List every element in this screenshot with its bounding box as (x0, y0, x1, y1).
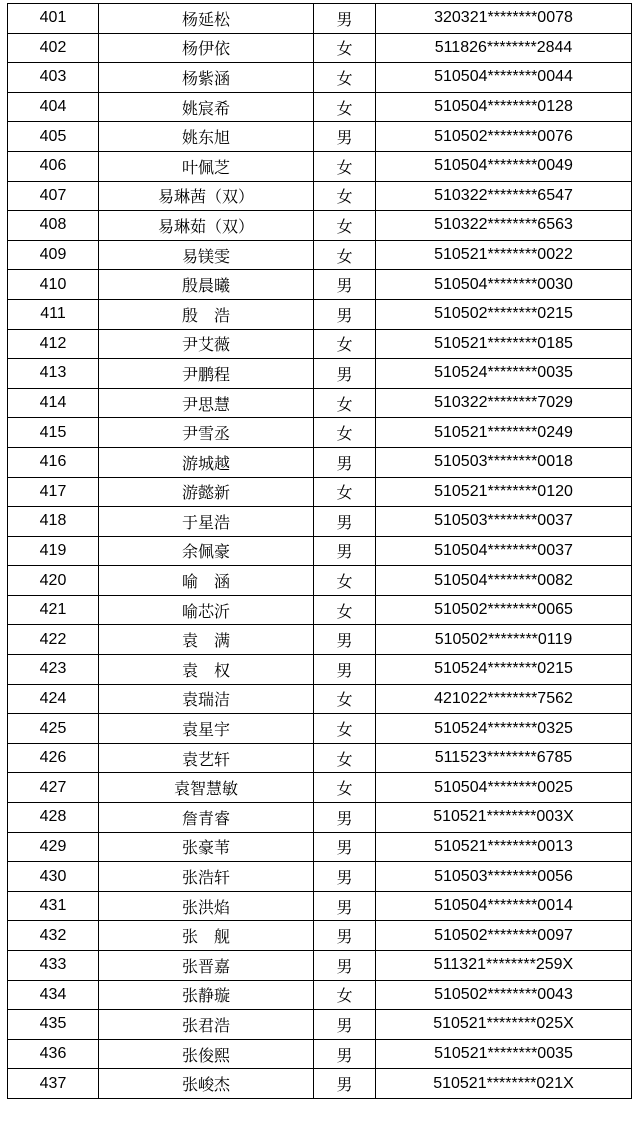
gender-cell: 男 (314, 447, 376, 477)
id-number-cell: 510524********0215 (376, 655, 632, 685)
serial-number-cell: 430 (8, 862, 99, 892)
id-number-cell: 510524********0325 (376, 714, 632, 744)
id-number-cell: 421022********7562 (376, 684, 632, 714)
table-row (8, 536, 632, 566)
serial-number-cell: 424 (8, 684, 99, 714)
table-row (8, 299, 632, 329)
table-row (8, 832, 632, 862)
id-number-cell: 510524********0035 (376, 359, 632, 389)
serial-number-cell: 410 (8, 270, 99, 300)
serial-number-cell: 435 (8, 1010, 99, 1040)
gender-cell: 男 (314, 832, 376, 862)
table-row (8, 329, 632, 359)
student-name-cell: 詹青睿 (99, 803, 314, 833)
serial-number-cell: 416 (8, 447, 99, 477)
id-number-cell: 510502********0076 (376, 122, 632, 152)
table-row (8, 595, 632, 625)
serial-number-cell: 431 (8, 891, 99, 921)
student-name-cell: 张洪焰 (99, 891, 314, 921)
table-row (8, 714, 632, 744)
gender-cell: 男 (314, 625, 376, 655)
id-number-cell: 510503********0037 (376, 507, 632, 537)
serial-number-cell: 434 (8, 980, 99, 1010)
id-number-cell: 510502********0043 (376, 980, 632, 1010)
id-number-cell: 510504********0128 (376, 92, 632, 122)
table-row (8, 122, 632, 152)
gender-cell: 男 (314, 359, 376, 389)
student-name-cell: 张浩轩 (99, 862, 314, 892)
serial-number-cell: 401 (8, 4, 99, 34)
student-name-cell: 张俊熙 (99, 1039, 314, 1069)
student-name-cell: 张豪苇 (99, 832, 314, 862)
serial-number-cell: 428 (8, 803, 99, 833)
student-name-cell: 于星浩 (99, 507, 314, 537)
serial-number-cell: 437 (8, 1069, 99, 1099)
table-row (8, 951, 632, 981)
id-number-cell: 511321********259X (376, 951, 632, 981)
student-name-cell: 袁 满 (99, 625, 314, 655)
table-row (8, 921, 632, 951)
student-name-cell: 杨伊依 (99, 33, 314, 63)
student-name-cell: 游城越 (99, 447, 314, 477)
gender-cell: 女 (314, 684, 376, 714)
table-row (8, 655, 632, 685)
student-name-cell: 叶佩芝 (99, 151, 314, 181)
serial-number-cell: 421 (8, 595, 99, 625)
gender-cell: 男 (314, 1010, 376, 1040)
id-number-cell: 511523********6785 (376, 743, 632, 773)
gender-cell: 女 (314, 595, 376, 625)
student-name-cell: 袁艺轩 (99, 743, 314, 773)
gender-cell: 女 (314, 743, 376, 773)
table-row (8, 625, 632, 655)
roster-sheet (7, 3, 631, 1099)
table-row (8, 891, 632, 921)
student-name-cell: 余佩豪 (99, 536, 314, 566)
gender-cell: 女 (314, 418, 376, 448)
serial-number-cell: 408 (8, 211, 99, 241)
id-number-cell: 510521********021X (376, 1069, 632, 1099)
student-name-cell: 易琳茜（双） (99, 181, 314, 211)
id-number-cell: 510521********0013 (376, 832, 632, 862)
id-number-cell: 511826********2844 (376, 33, 632, 63)
student-name-cell: 易镁雯 (99, 240, 314, 270)
id-number-cell: 510503********0056 (376, 862, 632, 892)
gender-cell: 女 (314, 714, 376, 744)
gender-cell: 男 (314, 299, 376, 329)
id-number-cell: 510322********6547 (376, 181, 632, 211)
student-name-cell: 殷晨曦 (99, 270, 314, 300)
serial-number-cell: 418 (8, 507, 99, 537)
serial-number-cell: 425 (8, 714, 99, 744)
serial-number-cell: 402 (8, 33, 99, 63)
id-number-cell: 510521********0035 (376, 1039, 632, 1069)
table-row (8, 33, 632, 63)
gender-cell: 男 (314, 1039, 376, 1069)
student-name-cell: 喻芯沂 (99, 595, 314, 625)
table-row (8, 4, 632, 34)
gender-cell: 男 (314, 803, 376, 833)
student-name-cell: 殷 浩 (99, 299, 314, 329)
table-row (8, 151, 632, 181)
id-number-cell: 510504********0014 (376, 891, 632, 921)
serial-number-cell: 413 (8, 359, 99, 389)
gender-cell: 女 (314, 388, 376, 418)
serial-number-cell: 403 (8, 63, 99, 93)
id-number-cell: 510502********0065 (376, 595, 632, 625)
serial-number-cell: 427 (8, 773, 99, 803)
serial-number-cell: 429 (8, 832, 99, 862)
gender-cell: 男 (314, 4, 376, 34)
student-name-cell: 张晋嘉 (99, 951, 314, 981)
student-name-cell: 喻 涵 (99, 566, 314, 596)
serial-number-cell: 406 (8, 151, 99, 181)
student-name-cell: 姚宸希 (99, 92, 314, 122)
gender-cell: 男 (314, 951, 376, 981)
id-number-cell: 510521********0185 (376, 329, 632, 359)
table-row (8, 773, 632, 803)
serial-number-cell: 423 (8, 655, 99, 685)
gender-cell: 女 (314, 980, 376, 1010)
gender-cell: 男 (314, 122, 376, 152)
student-name-cell: 袁 权 (99, 655, 314, 685)
gender-cell: 男 (314, 921, 376, 951)
student-name-cell: 尹艾薇 (99, 329, 314, 359)
roster-table-body (8, 4, 632, 1099)
gender-cell: 女 (314, 181, 376, 211)
table-row (8, 270, 632, 300)
table-row (8, 743, 632, 773)
id-number-cell: 510322********7029 (376, 388, 632, 418)
table-row (8, 684, 632, 714)
student-name-cell: 尹雪丞 (99, 418, 314, 448)
student-name-cell: 张静璇 (99, 980, 314, 1010)
serial-number-cell: 433 (8, 951, 99, 981)
id-number-cell: 320321********0078 (376, 4, 632, 34)
table-row (8, 447, 632, 477)
id-number-cell: 510502********0119 (376, 625, 632, 655)
id-number-cell: 510502********0097 (376, 921, 632, 951)
id-number-cell: 510502********0215 (376, 299, 632, 329)
id-number-cell: 510504********0049 (376, 151, 632, 181)
student-name-cell: 袁智慧敏 (99, 773, 314, 803)
id-number-cell: 510504********0037 (376, 536, 632, 566)
table-row (8, 1069, 632, 1099)
table-row (8, 507, 632, 537)
id-number-cell: 510521********025X (376, 1010, 632, 1040)
serial-number-cell: 415 (8, 418, 99, 448)
gender-cell: 男 (314, 536, 376, 566)
table-row (8, 359, 632, 389)
gender-cell: 男 (314, 891, 376, 921)
table-row (8, 181, 632, 211)
gender-cell: 女 (314, 211, 376, 241)
serial-number-cell: 426 (8, 743, 99, 773)
gender-cell: 女 (314, 151, 376, 181)
gender-cell: 男 (314, 1069, 376, 1099)
table-row (8, 211, 632, 241)
table-row (8, 418, 632, 448)
gender-cell: 女 (314, 773, 376, 803)
table-row (8, 1010, 632, 1040)
serial-number-cell: 409 (8, 240, 99, 270)
student-name-cell: 杨延松 (99, 4, 314, 34)
student-name-cell: 易琳茹（双） (99, 211, 314, 241)
gender-cell: 女 (314, 566, 376, 596)
student-name-cell: 游懿新 (99, 477, 314, 507)
gender-cell: 男 (314, 655, 376, 685)
serial-number-cell: 411 (8, 299, 99, 329)
gender-cell: 女 (314, 33, 376, 63)
serial-number-cell: 422 (8, 625, 99, 655)
table-row (8, 1039, 632, 1069)
table-row (8, 388, 632, 418)
table-row (8, 240, 632, 270)
id-number-cell: 510322********6563 (376, 211, 632, 241)
id-number-cell: 510504********0082 (376, 566, 632, 596)
serial-number-cell: 436 (8, 1039, 99, 1069)
student-name-cell: 袁星宇 (99, 714, 314, 744)
table-row (8, 980, 632, 1010)
gender-cell: 男 (314, 862, 376, 892)
student-name-cell: 姚东旭 (99, 122, 314, 152)
serial-number-cell: 412 (8, 329, 99, 359)
serial-number-cell: 417 (8, 477, 99, 507)
student-name-cell: 张 舰 (99, 921, 314, 951)
serial-number-cell: 414 (8, 388, 99, 418)
gender-cell: 女 (314, 329, 376, 359)
serial-number-cell: 432 (8, 921, 99, 951)
id-number-cell: 510504********0044 (376, 63, 632, 93)
table-row (8, 862, 632, 892)
student-name-cell: 张君浩 (99, 1010, 314, 1040)
student-name-cell: 尹鹏程 (99, 359, 314, 389)
table-row (8, 803, 632, 833)
id-number-cell: 510503********0018 (376, 447, 632, 477)
roster-table (7, 3, 632, 1099)
id-number-cell: 510521********0022 (376, 240, 632, 270)
serial-number-cell: 407 (8, 181, 99, 211)
student-name-cell: 尹思慧 (99, 388, 314, 418)
student-name-cell: 袁瑞洁 (99, 684, 314, 714)
gender-cell: 女 (314, 63, 376, 93)
id-number-cell: 510504********0025 (376, 773, 632, 803)
serial-number-cell: 404 (8, 92, 99, 122)
gender-cell: 女 (314, 240, 376, 270)
serial-number-cell: 419 (8, 536, 99, 566)
id-number-cell: 510521********003X (376, 803, 632, 833)
table-row (8, 477, 632, 507)
gender-cell: 男 (314, 270, 376, 300)
id-number-cell: 510521********0120 (376, 477, 632, 507)
student-name-cell: 杨紫涵 (99, 63, 314, 93)
gender-cell: 男 (314, 507, 376, 537)
table-row (8, 566, 632, 596)
gender-cell: 女 (314, 92, 376, 122)
table-row (8, 63, 632, 93)
id-number-cell: 510504********0030 (376, 270, 632, 300)
serial-number-cell: 420 (8, 566, 99, 596)
serial-number-cell: 405 (8, 122, 99, 152)
table-row (8, 92, 632, 122)
gender-cell: 女 (314, 477, 376, 507)
id-number-cell: 510521********0249 (376, 418, 632, 448)
student-name-cell: 张峻杰 (99, 1069, 314, 1099)
